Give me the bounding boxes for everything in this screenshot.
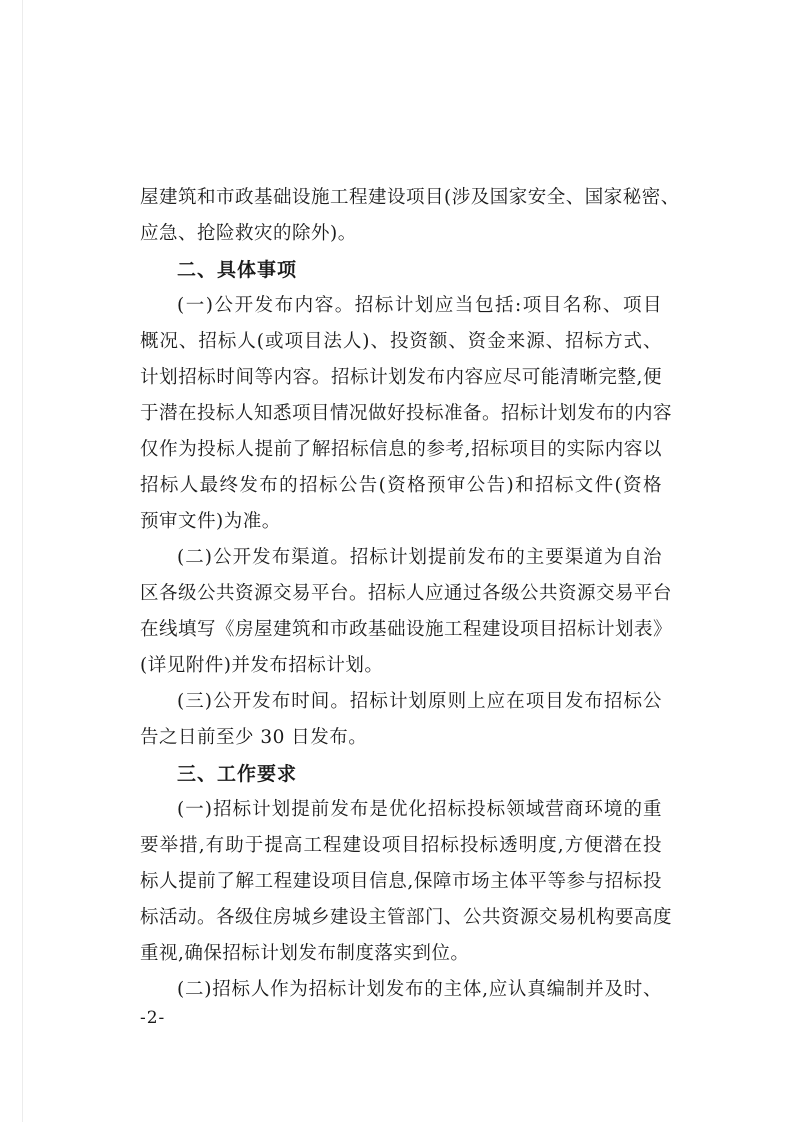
page-number: -2-: [140, 1008, 166, 1028]
text-line: 告之日前至少 30 日发布。: [140, 727, 368, 748]
section-heading: 二、具体事项: [177, 259, 298, 281]
text-line: 重视,确保招标计划发布制度落实到位。: [140, 943, 470, 964]
paragraph-start-line: (二)公开发布渠道。招标计划提前发布的主要渠道为自治: [177, 547, 662, 568]
text-line: 要举措,有助于提高工程建设项目招标投标透明度,方便潜在投: [140, 835, 662, 856]
text-line: 屋建筑和市政基础设施工程建设项目(涉及国家安全、国家秘密、: [140, 187, 680, 208]
text-line: 预审文件)为准。: [140, 511, 281, 532]
text-line: 计划招标时间等内容。招标计划发布内容应尽可能清晰完整,便: [140, 367, 662, 388]
text-line: 应急、抢险救灾的除外)。: [140, 223, 357, 244]
text-line: 仅作为投标人提前了解招标信息的参考,招标项目的实际内容以: [140, 439, 662, 460]
text-line: 标人提前了解工程建设项目信息,保障市场主体平等参与招标投: [140, 871, 662, 892]
paragraph-start-line: (一)招标计划提前发布是优化招标投标领域营商环境的重: [177, 799, 662, 820]
document-body: [140, 180, 680, 1008]
paragraph-start-line: (一)公开发布内容。招标计划应当包括:项目名称、项目: [177, 295, 662, 316]
text-line: (详见附件)并发布招标计划。: [140, 655, 384, 676]
text-line: 标活动。各级住房城乡建设主管部门、公共资源交易机构要高度: [140, 907, 673, 928]
paragraph-start-line: (二)招标人作为招标计划发布的主体,应认真编制并及时、: [177, 979, 662, 1000]
text-line: 概况、招标人(或项目法人)、投资额、资金来源、招标方式、: [140, 331, 662, 352]
text-line: 于潜在投标人知悉项目情况做好投标准备。招标计划发布的内容: [140, 403, 673, 424]
section-heading: 三、工作要求: [177, 763, 298, 785]
text-line: 区各级公共资源交易平台。招标人应通过各级公共资源交易平台: [140, 583, 673, 604]
paragraph-start-line: (三)公开发布时间。招标计划原则上应在项目发布招标公: [177, 691, 662, 712]
text-line: 招标人最终发布的招标公告(资格预审公告)和招标文件(资格: [140, 475, 662, 496]
text-line: 在线填写《房屋建筑和市政基础设施工程建设项目招标计划表》: [140, 619, 673, 640]
page-edge-line: [22, 0, 23, 1122]
